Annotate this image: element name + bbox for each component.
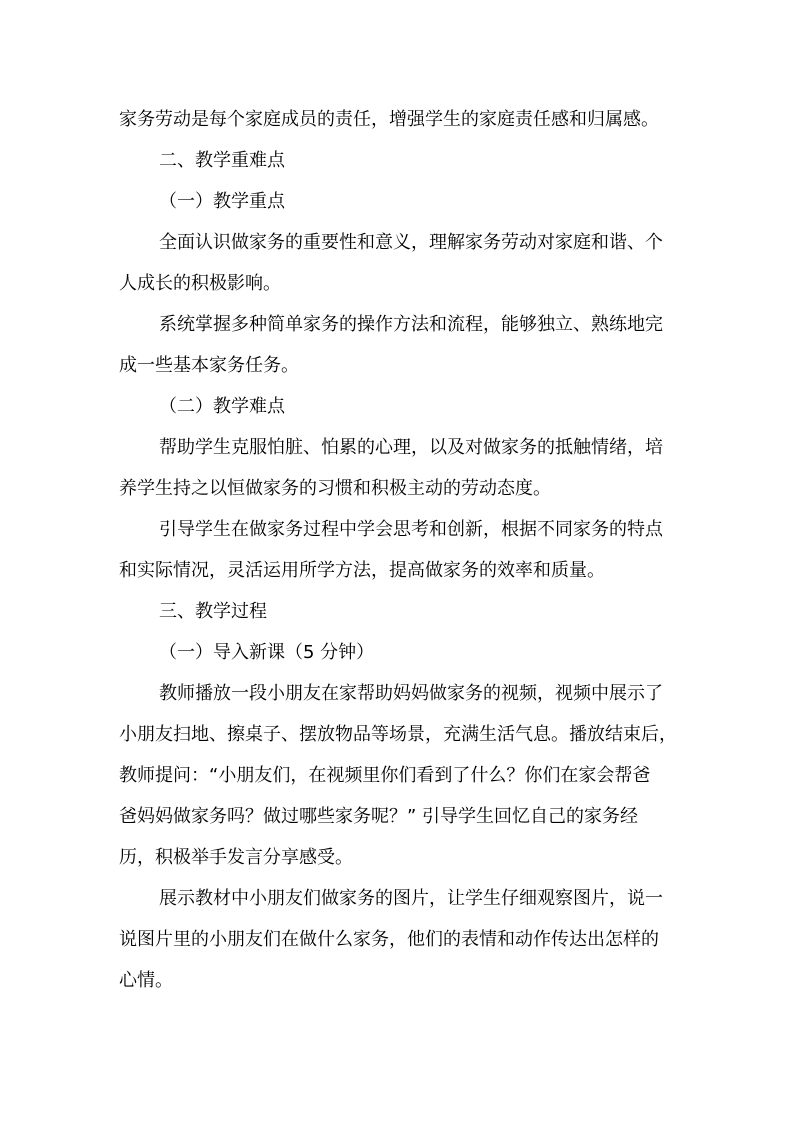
paragraph-line: 展示教材中小朋友们做家务的图片，让学生仔细观察图片，说一 xyxy=(159,888,663,909)
paragraph-line: 系统掌握多种简单家务的操作方法和流程，能够独立、熟练地完 xyxy=(159,314,663,335)
paragraph-line: 帮助学生克服怕脏、怕累的心理，以及对做家务的抵触情绪，培 xyxy=(159,437,663,458)
paragraph-line: 心情。 xyxy=(119,970,173,991)
paragraph-line: 人成长的积极影响。 xyxy=(119,273,281,294)
paragraph-line: 爸妈妈做家务吗？做过哪些家务呢？” 引导学生回忆自己的家务经 xyxy=(119,806,639,827)
section-heading: 二、教学重难点 xyxy=(159,150,285,171)
paragraph-line: 成一些基本家务任务。 xyxy=(119,355,299,376)
paragraph-line: 养学生持之以恒做家务的习惯和积极主动的劳动态度。 xyxy=(119,478,551,499)
paragraph-line: 教师提问：“小朋友们，在视频里你们看到了什么？你们在家会帮爸 xyxy=(119,765,651,786)
subsection-heading: （二）教学难点 xyxy=(159,396,285,417)
subsection-heading: （一）教学重点 xyxy=(159,191,285,212)
paragraph-line: 历，积极举手发言分享感受。 xyxy=(119,847,353,868)
paragraph-line: 教师播放一段小朋友在家帮助妈妈做家务的视频，视频中展示了 xyxy=(159,683,663,704)
paragraph-line: 小朋友扫地、擦桌子、摆放物品等场景，充满生活气息。播放结束后， xyxy=(119,724,677,745)
paragraph-line: 全面认识做家务的重要性和意义，理解家务劳动对家庭和谐、个 xyxy=(159,232,663,253)
section-heading: 三、教学过程 xyxy=(159,601,267,622)
subsection-heading: （一）导入新课（5 分钟） xyxy=(159,642,375,663)
paragraph-line: 引导学生在做家务过程中学会思考和创新，根据不同家务的特点 xyxy=(159,519,663,540)
paragraph-line: 家务劳动是每个家庭成员的责任，增强学生的家庭责任感和归属感。 xyxy=(119,109,659,130)
paragraph-line: 和实际情况，灵活运用所学方法，提高做家务的效率和质量。 xyxy=(119,560,605,581)
paragraph-line: 说图片里的小朋友们在做什么家务，他们的表情和动作传达出怎样的 xyxy=(119,929,659,950)
